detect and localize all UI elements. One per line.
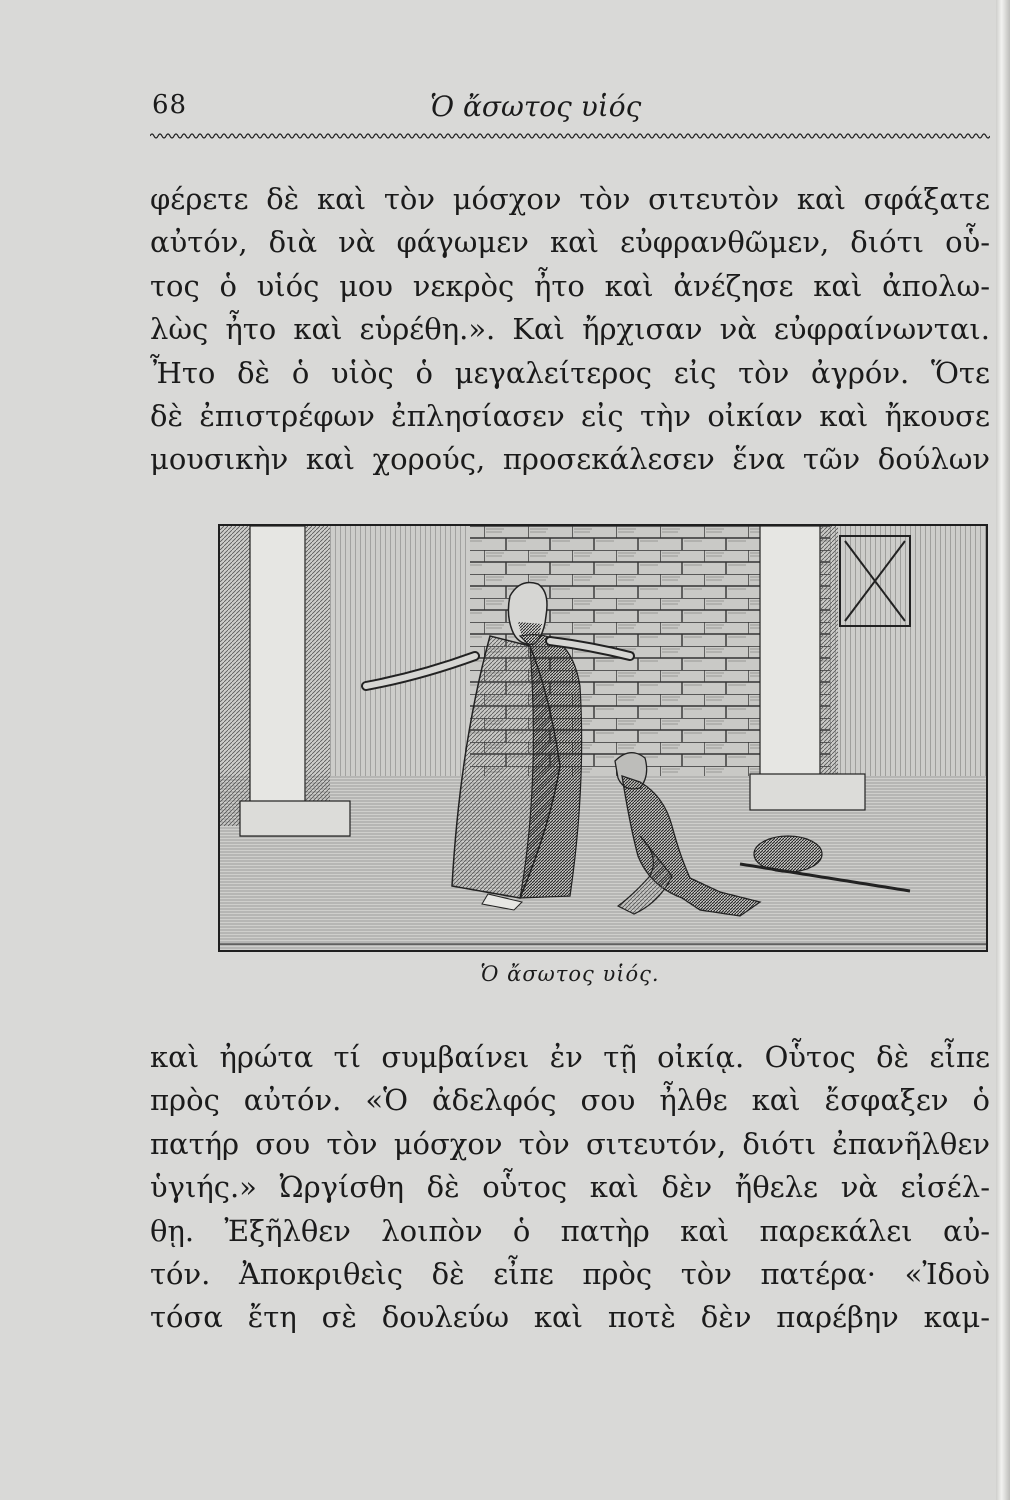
text-line: τόσα ἔτη σὲ δουλεύω καὶ ποτὲ δὲν παρέβην καμ-: [150, 1300, 990, 1335]
text-line: θῃ. Ἐξῆλθεν λοιπὸν ὁ πατὴρ καὶ παρεκάλει αὐ-: [150, 1213, 990, 1248]
text-line: λὼς ἦτο καὶ εὑρέθη.». Καὶ ἤρχισαν νὰ εὐφραίνωνται.: [150, 312, 990, 347]
text-line: καὶ ἠρώτα τί συμβαίνει ἐν τῇ οἰκίᾳ. Οὗτος δὲ εἶπε: [150, 1040, 990, 1074]
text-line: τόν. Ἀποκριθεὶς δὲ εἶπε πρὸς τὸν πατέρα· «Ἰδοὺ: [150, 1257, 990, 1292]
engraving-art: [220, 526, 986, 950]
text-line: τος ὁ υἱός μου νεκρὸς ἦτο καὶ ἀνέζησε καὶ ἀπολω-: [150, 268, 990, 303]
page-number: 68: [152, 90, 188, 120]
text-line: πρὸς αὐτόν. «Ὁ ἀδελφός σου ἦλθε καὶ ἔσφαξεν ὁ: [150, 1083, 990, 1118]
text-line: Ἦτο δὲ ὁ υἱὸς ὁ μεγαλείτερος εἰς τὸν ἀγρόν. Ὅτε: [150, 355, 990, 390]
body-text-top: [150, 178, 990, 482]
page-edge: [996, 0, 1010, 1500]
text-line: φέρετε δὲ καὶ τὸν μόσχον τὸν σιτευτὸν καὶ σφάξατε: [150, 182, 990, 216]
text-line: ὑγιής.» Ὠργίσθη δὲ οὗτος καὶ δὲν ἤθελε νὰ εἰσέλ-: [150, 1170, 990, 1205]
text-line: πατήρ σου τὸν μόσχον τὸν σιτευτόν, διότι ἐπανῆλθεν: [150, 1126, 990, 1161]
text-line: αὐτόν, διὰ νὰ φάγωμεν καὶ εὐφρανθῶμεν, διότι οὗ-: [150, 225, 990, 260]
header-wavy-rule: [150, 132, 990, 140]
text-line: δὲ ἐπιστρέφων ἐπλησίασεν εἰς τὴν οἰκίαν καὶ ἤκουσε: [150, 399, 990, 434]
figure-caption: Ὁ ἄσωτος υἱός.: [480, 962, 660, 986]
engraving-illustration: [218, 524, 988, 952]
body-text-bottom: [150, 1036, 990, 1340]
running-title: Ὁ ἄσωτος υἱός: [430, 90, 642, 123]
text-line: μουσικὴν καὶ χορούς, προσεκάλεσεν ἕνα τῶν δούλων: [150, 442, 990, 477]
